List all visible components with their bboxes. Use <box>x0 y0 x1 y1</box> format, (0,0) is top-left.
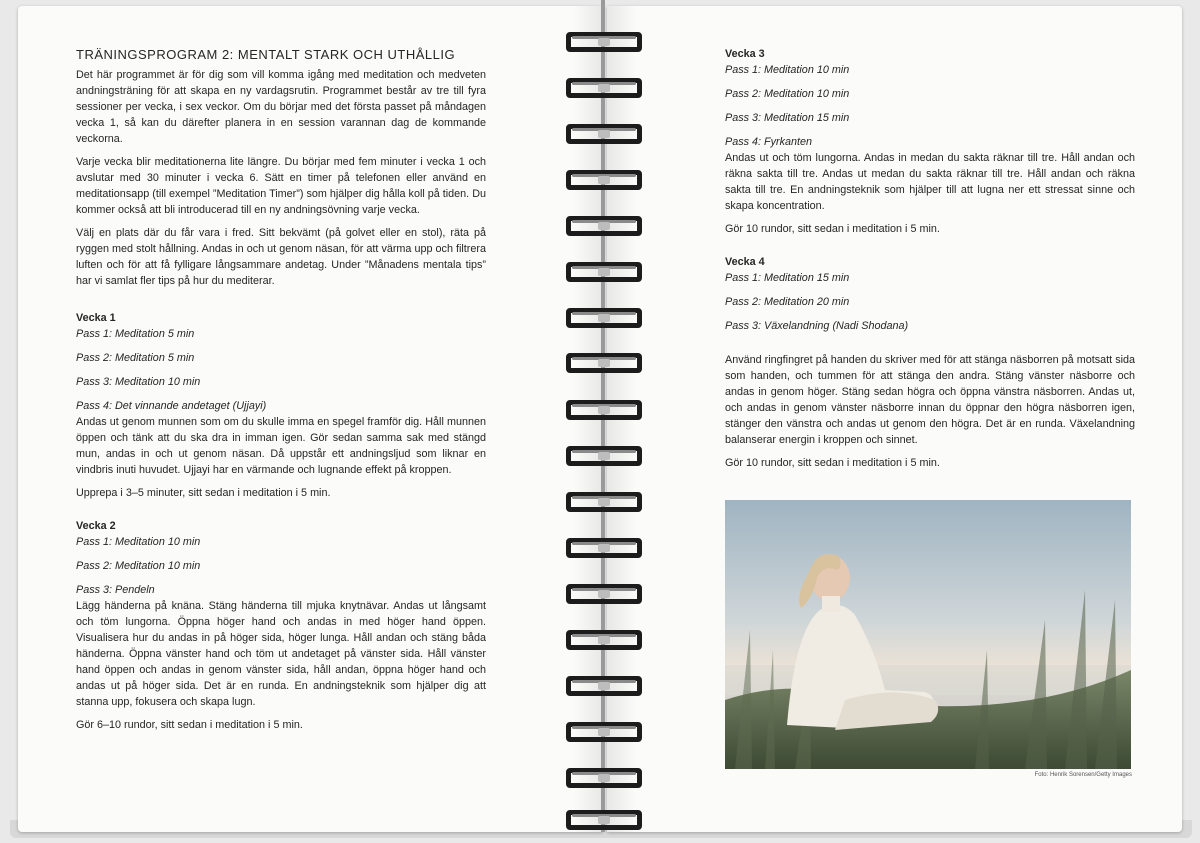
week-3-pass-1: Pass 1: Meditation 10 min <box>725 64 850 76</box>
binding-coil <box>566 538 642 558</box>
week-4-pass-3: Pass 3: Växelandning (Nadi Shodana) <box>725 320 909 332</box>
meditation-photo <box>725 500 1131 769</box>
binding-coil <box>566 216 642 236</box>
binding-coil <box>566 353 642 373</box>
binding-coil <box>566 170 642 190</box>
binding-coil <box>566 584 642 604</box>
week-1-repeat: Upprepa i 3–5 minuter, sitt sedan i meditation i 5 min. <box>76 487 331 499</box>
binding-coil <box>566 32 642 52</box>
week-1-pass-2: Pass 2: Meditation 5 min <box>76 352 195 364</box>
photo-credit: Foto: Henrik Sorensen/Getty Images <box>1034 772 1132 778</box>
binding-coil <box>566 262 642 282</box>
binding-coil <box>566 124 642 144</box>
week-3-pass-3: Pass 3: Meditation 15 min <box>725 112 850 124</box>
week-2-heading: Vecka 2 <box>76 520 116 532</box>
week-4-heading: Vecka 4 <box>725 256 765 268</box>
binding-coil <box>566 676 642 696</box>
week-2-repeat: Gör 6–10 rundor, sitt sedan i meditation i 5 min. <box>76 719 303 731</box>
binding-coil <box>566 630 642 650</box>
week-2-pass-3: Pass 3: Pendeln <box>76 584 155 596</box>
binding-coil <box>566 400 642 420</box>
meditation-photo-illustration <box>725 500 1131 769</box>
intro-paragraph-1: Det här programmet är för dig som vill komma igång med meditation och medveten andningsträning för att skapa en ny vardagsrutin. Programmet består av tre till fyra sessioner per vecka, i sex veckor. Om du börjar med det första passet på måndagen vecka 1, så kan du därefter planera in en session varannan dag de kommande veckorna. <box>76 69 486 145</box>
right-column <box>725 46 1135 478</box>
binding-coil <box>566 308 642 328</box>
page-title: TRÄNINGSPROGRAM 2: MENTALT STARK OCH UTHÅLLIG <box>76 47 456 62</box>
week-3-heading: Vecka 3 <box>725 48 765 60</box>
binding-coil <box>566 810 642 830</box>
intro-paragraph-3: Välj en plats där du får vara i fred. Sitt bekvämt (på golvet eller en stol), räta på ryggen med stolt hållning. Andas in och ut genom näsan, för att värma upp och filtrera luften och för att få fylligare långsammare andetag. Under ”Månadens mentala tips” har vi samlat fler tips på hur du mediterar. <box>76 227 486 287</box>
week-3-repeat: Gör 10 rundor, sitt sedan i meditation i 5 min. <box>725 223 940 235</box>
binding-coil <box>566 492 642 512</box>
week-3-description: Andas ut och töm lungorna. Andas in medan du sakta räknar till tre. Håll andan och räkna sakta till tre. Andas ut medan du sakta räknar till tre. Håll andan och räkna sakta till tre. En andningsteknik som hjälper till att lugna ner ett stressat sinne och skapa koncentration. <box>725 152 1135 212</box>
week-1-pass-4: Pass 4: Det vinnande andetaget (Ujjayi) <box>76 400 267 412</box>
week-2-description: Lägg händerna på knäna. Stäng händerna till mjuka knytnävar. Andas ut långsamt och töm lungorna. Öppna höger hand och andas in med höger hand öppen. Visualisera hur du andas in på höger sida, höger lunga. Håll andan och stäng båda händerna. Öppna vänster hand och töm ut andetaget på vänster sida. Håll vänster hand öppen och andas in genom vänster sida, håll andan, öppna höger hand och andas ut på höger sida. Det är en runda. En andningsteknik som hjälper dig att stanna upp, fokusera och skapa lugn. <box>76 600 486 708</box>
binding-coil <box>566 722 642 742</box>
week-4-pass-2: Pass 2: Meditation 20 min <box>725 296 850 308</box>
week-1-pass-3: Pass 3: Meditation 10 min <box>76 376 201 388</box>
binding-coil <box>566 78 642 98</box>
week-2-pass-1: Pass 1: Meditation 10 min <box>76 536 201 548</box>
intro-paragraph-2: Varje vecka blir meditationerna lite längre. Du börjar med fem minuter i vecka 1 och avslutar med 30 minuter i vecka 6. Sätt en timer på telefonen eller använd en meditationsapp (till exempel ”Meditation Timer”) som hjälper dig hålla koll på tiden. Du kommer också att bli introducerad till en ny andningsövning varje vecka. <box>76 156 486 216</box>
week-4-description: Använd ringfingret på handen du skriver med för att stänga näsborren på motsatt sida som handen, och tummen för att stänga den andra. Stäng vänster näsborre och andas in genom höger. Stäng sedan högra och öppna vänstra näsborren. Andas ut, och andas in genom vänster näsborre innan du öppnar den högra näsborren igen, stänger den vänstra och andas ut genom den högra. Det är en runda. Växelandning balanserar energin i kroppen och sinnet. <box>725 354 1135 446</box>
binding-coil <box>566 446 642 466</box>
left-column <box>76 46 486 740</box>
binding-coil <box>566 768 642 788</box>
week-1-pass-1: Pass 1: Meditation 5 min <box>76 328 195 340</box>
week-1-heading: Vecka 1 <box>76 312 116 324</box>
week-4-repeat: Gör 10 rundor, sitt sedan i meditation i 5 min. <box>725 457 940 469</box>
week-3-pass-4: Pass 4: Fyrkanten <box>725 136 813 148</box>
week-2-pass-2: Pass 2: Meditation 10 min <box>76 560 201 572</box>
week-3-pass-2: Pass 2: Meditation 10 min <box>725 88 850 100</box>
week-1-description: Andas ut genom munnen som om du skulle imma en spegel framför dig. Håll munnen öppen och tänk att du ska dra in imman igen. Gör sedan samma sak med stängd mun, andas in och ut genom näsan. Då uppstår ett andningsljud som liknar en vindbris inuti huvudet. Ujjayi har en värmande och lugnande effekt på kroppen. <box>76 416 486 476</box>
week-4-pass-1: Pass 1: Meditation 15 min <box>725 272 850 284</box>
